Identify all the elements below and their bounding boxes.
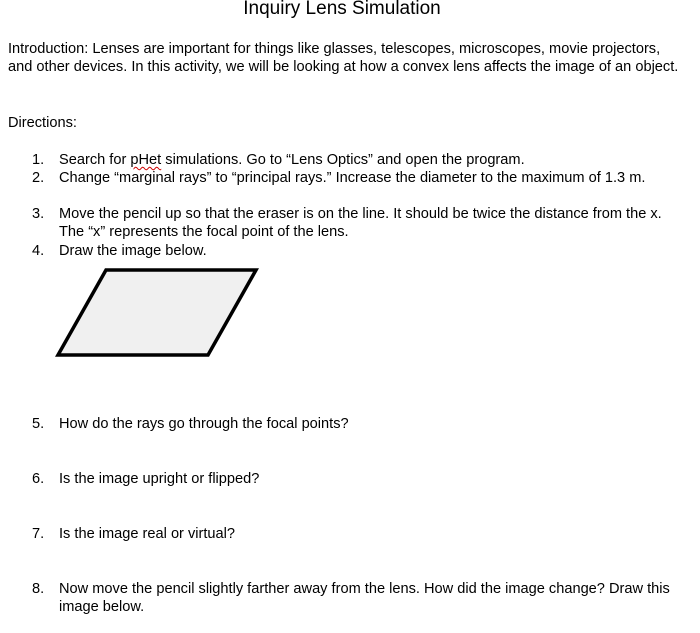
step-text: Change “marginal rays” to “principal rays.” Increase the diameter to the maximum of 1.3 m. — [59, 170, 646, 186]
step-number: 3. — [32, 206, 45, 222]
directions-label: Directions: — [8, 115, 77, 131]
step-text: Draw the image below. — [59, 243, 207, 259]
step-number: 7. — [32, 526, 45, 542]
step-text: Is the image upright or flipped? — [59, 471, 260, 487]
step-number: 5. — [32, 416, 45, 432]
parallelogram-drawing — [50, 262, 265, 362]
step-text: Is the image real or virtual? — [59, 526, 236, 542]
introduction-paragraph: Introduction: Lenses are important for things like glasses, telescopes, microscopes, movie projectors, and other devices. In this activity, we will be looking at how a convex lens affects the image of an object. — [8, 41, 679, 75]
misspelled-word: pHet — [130, 152, 162, 168]
step-number: 8. — [32, 581, 45, 597]
parallelogram-shape — [58, 270, 256, 355]
step-text: How do the rays go through the focal points? — [59, 416, 349, 432]
step-text-part: simulations. Go to “Lens Optics” and open the program. — [161, 152, 525, 168]
step-text: Move the pencil up so that the eraser is on the line. It should be twice the distance from the x. The “x” represents the focal point of the lens. — [59, 206, 662, 240]
step-text: Now move the pencil slightly farther away from the lens. How did the image change? Draw this image below. — [59, 581, 670, 615]
step-number: 1. — [32, 152, 45, 168]
step-number: 4. — [32, 243, 45, 259]
step-text-part: Search for — [59, 152, 131, 168]
step-number: 6. — [32, 471, 45, 487]
page-title: Inquiry Lens Simulation — [243, 0, 441, 19]
step-text — [59, 151, 679, 169]
step-number: 2. — [32, 170, 45, 186]
